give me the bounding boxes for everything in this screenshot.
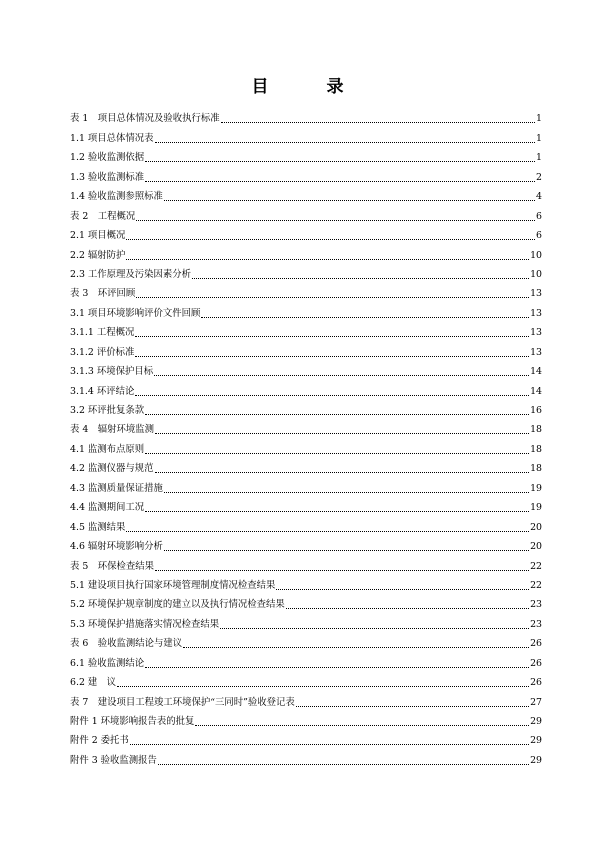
toc-entry-label: 表 4 辐射环境监测 (70, 424, 154, 436)
toc-entry[interactable] (70, 475, 542, 494)
toc-entry[interactable] (70, 184, 542, 203)
toc-entry-label: 附件 3 验收监测报告 (70, 754, 157, 766)
toc-dot-leader (155, 433, 529, 434)
toc-dot-leader (135, 356, 529, 357)
toc-entry-page-number: 10 (530, 249, 542, 261)
toc-entry[interactable] (70, 203, 542, 222)
toc-dot-leader (164, 550, 529, 551)
toc-entry-label: 3.1.1 工程概况 (70, 327, 135, 339)
toc-entry-page-number: 14 (530, 385, 542, 397)
toc-dot-leader (126, 531, 529, 532)
toc-dot-leader (155, 570, 529, 571)
toc-dot-leader (195, 725, 529, 726)
toc-dot-leader (201, 317, 529, 318)
toc-entry[interactable] (70, 262, 542, 281)
toc-dot-leader (276, 589, 529, 590)
toc-entry[interactable] (70, 534, 542, 553)
toc-dot-leader (164, 200, 535, 201)
toc-entry-page-number: 10 (530, 268, 542, 280)
toc-entry-page-number: 4 (536, 191, 542, 203)
toc-entry[interactable] (70, 281, 542, 300)
toc-entry-label: 6.1 验收监测结论 (70, 657, 145, 669)
toc-entry-label: 3.1.2 评价标准 (70, 346, 135, 358)
toc-entry[interactable] (70, 650, 542, 669)
page-title: 目 录 (251, 77, 370, 97)
toc-entry-label: 1.3 验收监测标准 (70, 171, 145, 183)
toc-entry-page-number: 6 (536, 210, 542, 222)
toc-entry-page-number: 13 (530, 307, 542, 319)
toc-entry-page-number: 13 (530, 327, 542, 339)
toc-entry-label: 2.3 工作原理及污染因素分析 (70, 268, 192, 280)
toc-entry-page-number: 22 (530, 560, 542, 572)
toc-dot-leader (145, 161, 535, 162)
toc-entry-label: 2.2 辐射防护 (70, 249, 126, 261)
toc-entry-label: 附件 1 环境影响报告表的批复 (70, 716, 195, 727)
toc-entry[interactable] (70, 320, 542, 339)
toc-entry-label: 4.3 监测质量保证措施 (70, 482, 163, 494)
toc-entry[interactable] (70, 164, 542, 183)
toc-dot-leader (117, 686, 529, 687)
toc-dot-leader (183, 647, 529, 648)
toc-dot-leader (136, 297, 529, 298)
toc-entry-label: 4.6 辐射环境影响分析 (70, 541, 163, 553)
toc-dot-leader (154, 375, 529, 376)
toc-entry[interactable] (70, 709, 542, 728)
toc-dot-leader (126, 239, 535, 240)
toc-dot-leader (221, 122, 535, 123)
toc-entry-page-number: 20 (530, 541, 542, 553)
toc-entry[interactable] (70, 592, 542, 611)
toc-dot-leader (135, 336, 529, 337)
toc-entry-page-number: 1 (536, 152, 542, 164)
toc-entry[interactable] (70, 631, 542, 650)
toc-entry-label: 2.1 项目概况 (70, 230, 126, 242)
toc-dot-leader (130, 744, 529, 745)
toc-entry-page-number: 16 (530, 405, 542, 416)
toc-entry-page-number: 22 (530, 579, 542, 591)
table-of-contents (70, 106, 542, 767)
toc-entry-label: 3.2 环评批复条款 (70, 405, 145, 416)
toc-entry[interactable] (70, 300, 542, 319)
toc-dot-leader (296, 706, 529, 707)
toc-entry-label: 6.2 建 议 (70, 677, 117, 689)
toc-dot-leader (155, 142, 535, 143)
toc-entry[interactable] (70, 145, 542, 164)
toc-entry[interactable] (70, 378, 542, 397)
toc-entry-label: 1.1 项目总体情况表 (70, 132, 154, 144)
toc-dot-leader (220, 628, 529, 629)
toc-entry-page-number: 23 (530, 599, 542, 611)
toc-entry[interactable] (70, 242, 542, 261)
toc-dot-leader (145, 414, 529, 415)
toc-entry-label: 4.1 监测布点原则 (70, 443, 145, 455)
toc-entry-label: 附件 2 委托书 (70, 735, 129, 747)
toc-entry-label: 表 7 建设项目工程竣工环境保护“三同时”验收登记表 (70, 696, 295, 708)
toc-entry-label: 1.2 验收监测依据 (70, 152, 145, 164)
toc-entry-page-number: 27 (530, 696, 542, 708)
toc-entry[interactable] (70, 223, 542, 242)
toc-entry-page-number: 14 (530, 366, 542, 378)
toc-entry-page-number: 29 (530, 716, 542, 727)
toc-entry-label: 3.1.3 环境保护目标 (70, 366, 154, 378)
toc-entry[interactable] (70, 689, 542, 708)
toc-dot-leader (155, 472, 530, 473)
toc-entry-page-number: 6 (536, 230, 542, 242)
toc-dot-leader (145, 181, 535, 182)
toc-entry-page-number: 29 (530, 754, 542, 766)
toc-entry-page-number: 1 (536, 132, 542, 144)
toc-entry-label: 表 1 项目总体情况及验收执行标准 (70, 113, 220, 125)
toc-entry-label: 3.1 项目环境影响评价文件回顾 (70, 307, 201, 319)
toc-dot-leader (164, 492, 529, 493)
toc-entry[interactable] (70, 106, 542, 125)
toc-entry-label: 表 3 环评回顾 (70, 288, 136, 300)
toc-entry-page-number: 20 (530, 521, 542, 533)
toc-entry-page-number: 26 (530, 677, 542, 689)
toc-entry[interactable] (70, 398, 542, 417)
toc-entry-label: 5.2 环境保护规章制度的建立以及执行情况检查结果 (70, 599, 285, 611)
toc-entry-label: 4.5 监测结果 (70, 521, 126, 533)
toc-dot-leader (158, 764, 529, 765)
toc-entry[interactable] (70, 514, 542, 533)
toc-entry-page-number: 23 (530, 618, 542, 630)
toc-entry[interactable] (70, 747, 542, 766)
toc-entry[interactable] (70, 670, 542, 689)
toc-dot-leader (145, 667, 529, 668)
toc-entry-label: 表 2 工程概况 (70, 210, 136, 222)
toc-entry-page-number: 26 (530, 657, 542, 669)
toc-entry-label: 4.4 监测期间工况 (70, 502, 145, 514)
toc-entry-page-number: 18 (530, 443, 542, 455)
toc-entry-page-number: 26 (530, 638, 542, 650)
toc-entry-page-number: 1 (536, 113, 542, 125)
toc-dot-leader (136, 220, 535, 221)
toc-dot-leader (145, 511, 529, 512)
toc-entry[interactable] (70, 339, 542, 358)
toc-entry[interactable] (70, 456, 542, 475)
toc-entry-label: 4.2 监测仪器与规范 (70, 463, 154, 475)
toc-entry[interactable] (70, 553, 542, 572)
toc-entry-page-number: 13 (530, 288, 542, 300)
toc-entry[interactable] (70, 125, 542, 144)
toc-entry-label: 表 6 验收监测结论与建议 (70, 638, 183, 650)
toc-dot-leader (286, 608, 529, 609)
toc-dot-leader (126, 259, 529, 260)
toc-entry-label: 3.1.4 环评结论 (70, 385, 135, 397)
toc-entry-label: 5.3 环境保护措施落实情况检查结果 (70, 618, 220, 630)
toc-entry[interactable] (70, 573, 542, 592)
toc-entry-page-number: 18 (530, 463, 542, 475)
toc-entry-page-number: 2 (536, 171, 542, 183)
toc-entry[interactable] (70, 495, 542, 514)
toc-entry[interactable] (70, 611, 542, 630)
toc-entry-page-number: 13 (530, 346, 542, 358)
toc-entry-page-number: 29 (530, 735, 542, 747)
toc-dot-leader (135, 395, 529, 396)
toc-entry[interactable] (70, 728, 542, 747)
toc-entry[interactable] (70, 359, 542, 378)
toc-dot-leader (145, 453, 529, 454)
toc-entry-label: 5.1 建设项目执行国家环境管理制度情况检查结果 (70, 579, 276, 591)
toc-entry-page-number: 19 (530, 482, 542, 494)
toc-entry-label: 表 5 环保检查结果 (70, 560, 154, 572)
toc-entry[interactable] (70, 436, 542, 455)
toc-entry[interactable] (70, 417, 542, 436)
toc-dot-leader (192, 278, 529, 279)
toc-entry-label: 1.4 验收监测参照标准 (70, 191, 163, 203)
toc-entry-page-number: 18 (530, 424, 542, 436)
toc-entry-page-number: 19 (530, 502, 542, 514)
